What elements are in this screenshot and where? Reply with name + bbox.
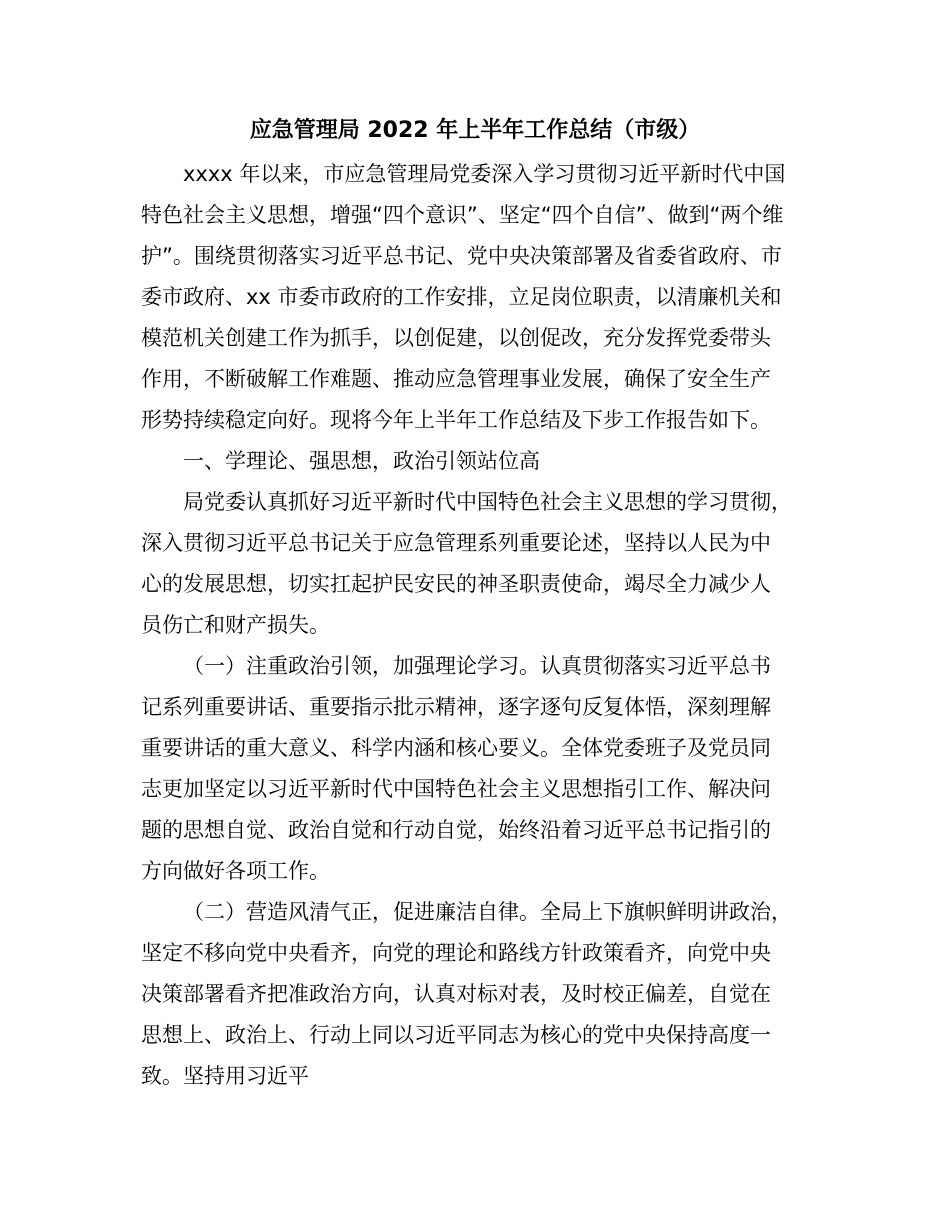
paragraph-line: （一）注重政治引领，加强理论学习。认真贯彻落实习近平总书 <box>183 654 771 678</box>
paragraph-line: 题的思想自觉、政治自觉和行动自觉，始终沿着习近平总书记指引的 <box>141 818 771 842</box>
document-title: 应急管理局 2022 年上半年工作总结（市级） <box>249 118 701 143</box>
paragraph-line: 特色社会主义思想，增强“四个意识”、坚定“四个自信”、做到“两个维 <box>141 203 784 227</box>
section-heading: 一、学理论、强思想，政治引领站位高 <box>183 449 540 473</box>
paragraph-line: 志更加坚定以习近平新时代中国特色社会主义思想指引工作、解决问 <box>141 777 771 801</box>
paragraph-line: 形势持续稳定向好。现将今年上半年工作总结及下步工作报告如下。 <box>141 408 771 432</box>
paragraph-line: 委市政府、xx 市委市政府的工作安排，立足岗位职责，以清廉机关和 <box>141 285 782 309</box>
paragraph-line: 模范机关创建工作为抓手，以创促建，以创促改，充分发挥党委带头 <box>141 326 771 350</box>
paragraph-line: 致。坚持用习近平 <box>141 1064 309 1088</box>
paragraph-line: 局党委认真抓好习近平新时代中国特色社会主义思想的学习贯彻， <box>183 490 792 514</box>
paragraph-line: 坚定不移向党中央看齐，向党的理论和路线方针政策看齐，向党中央 <box>141 941 771 965</box>
paragraph-line: 思想上、政治上、行动上同以习近平同志为核心的党中央保持高度一 <box>141 1023 771 1047</box>
paragraph-line: 作用，不断破解工作难题、推动应急管理事业发展，确保了安全生产 <box>141 367 771 391</box>
paragraph-line: 方向做好各项工作。 <box>141 859 330 883</box>
paragraph-line: 护”。围绕贯彻落实习近平总书记、党中央决策部署及省委省政府、市 <box>141 244 782 268</box>
paragraph-line: xxxx 年以来，市应急管理局党委深入学习贯彻习近平新时代中国 <box>183 162 786 186</box>
document-body <box>141 154 821 1097</box>
paragraph-line: 记系列重要讲话、重要指示批示精神，逐字逐句反复体悟，深刻理解 <box>141 695 771 719</box>
paragraph-line: 重要讲话的重大意义、科学内涵和核心要义。全体党委班子及党员同 <box>141 736 771 760</box>
paragraph-line: 心的发展思想，切实扛起护民安民的神圣职责使命，竭尽全力减少人 <box>141 572 771 596</box>
paragraph-line: 深入贯彻习近平总书记关于应急管理系列重要论述，坚持以人民为中 <box>141 531 771 555</box>
paragraph-line: 员伤亡和财产损失。 <box>141 613 330 637</box>
paragraph-line: （二）营造风清气正，促进廉洁自律。全局上下旗帜鲜明讲政治， <box>183 900 792 924</box>
paragraph-line: 决策部署看齐把准政治方向，认真对标对表，及时校正偏差，自觉在 <box>141 982 771 1006</box>
